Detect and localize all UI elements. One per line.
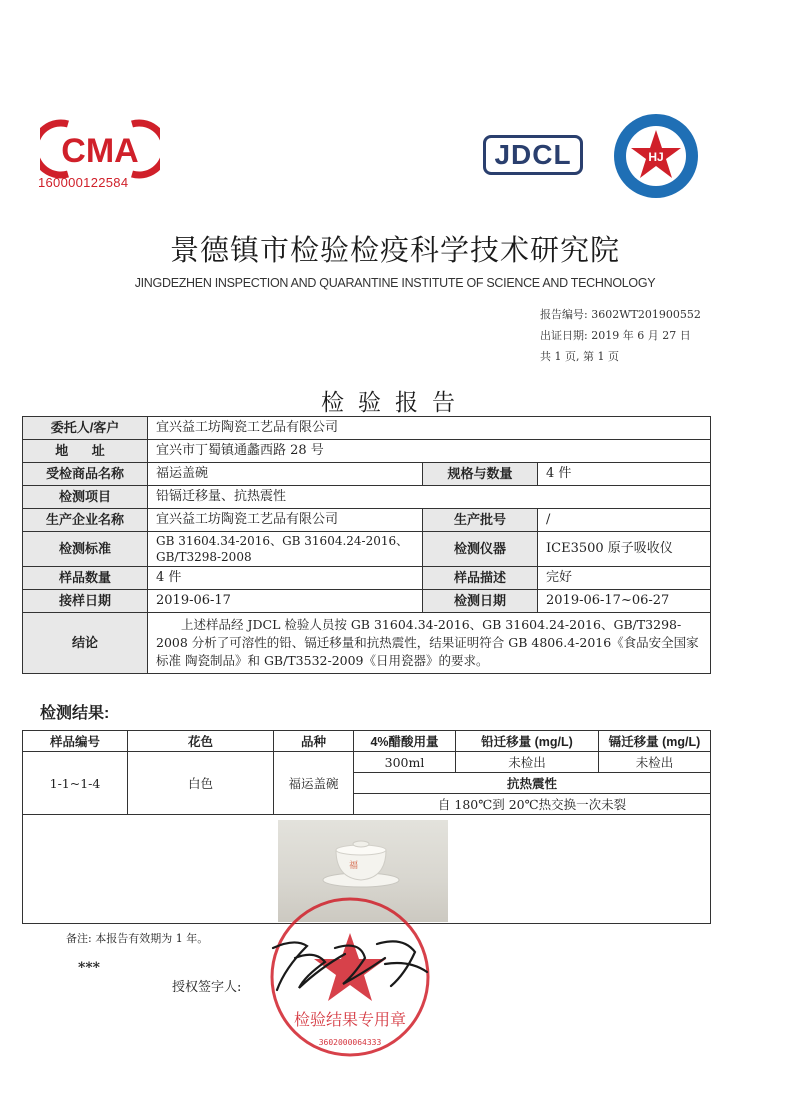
items-label: 检测项目 — [23, 486, 148, 509]
quantity-value: 4 件 — [148, 567, 423, 590]
maker-value: 宜兴益工坊陶瓷工艺品有限公司 — [148, 509, 423, 532]
stamp-text: 检验结果专用章 — [293, 1010, 407, 1029]
report-number-label: 报告编号: — [540, 308, 588, 321]
conclusion-label: 结论 — [23, 613, 148, 674]
issue-date-label: 出证日期: — [540, 329, 588, 342]
report-info-table — [22, 416, 711, 674]
address-label: 地 址 — [23, 440, 148, 463]
svg-text:福: 福 — [349, 861, 359, 871]
spec-label: 规格与数量 — [423, 463, 538, 486]
issue-date: 2019 年 6 月 27 日 — [591, 329, 691, 342]
signer-label: 授权签字人: — [172, 980, 242, 995]
address-value: 宜兴市丁蜀镇通蠡西路 28 号 — [148, 440, 711, 463]
client-value: 宜兴益工坊陶瓷工艺品有限公司 — [148, 417, 711, 440]
handwritten-signature — [265, 928, 435, 998]
stamp-number: 3602000064333 — [318, 1038, 382, 1047]
hj-logo-text: HJ — [648, 150, 664, 164]
cadmium-cell: 未检出 — [599, 752, 711, 773]
instrument-label: 检测仪器 — [423, 532, 538, 567]
items-value: 铅镉迁移量、抗热震性 — [148, 486, 711, 509]
maker-label: 生产企业名称 — [23, 509, 148, 532]
report-number-row — [540, 306, 701, 322]
sample-date-label: 接样日期 — [23, 590, 148, 613]
cma-logo-text: CMA — [61, 132, 139, 170]
test-date-value: 2019-06-17~06-27 — [538, 590, 711, 613]
client-label: 委托人/客户 — [23, 417, 148, 440]
results-section-title: 检测结果: — [40, 705, 110, 722]
thermal-shock-result: 自 180℃到 20℃热交换一次未裂 — [354, 794, 711, 815]
color-cell: 白色 — [128, 752, 274, 815]
standard-value: GB 31604.34-2016、GB 31604.24-2016、GB/T3298-2008 — [148, 532, 423, 567]
acid-cell: 300ml — [354, 752, 456, 773]
stars-mark: *** — [78, 960, 100, 976]
instrument-value: ICE3500 原子吸收仪 — [538, 532, 711, 567]
conclusion-value: 上述样品经 JDCL 检验人员按 GB 31604.34-2016、GB 31604.24-2016、GB/T3298-2008 分析了可溶性的铅、镉迁移量和抗热震性，结果证明符合 GB 4806.4-2016《食品安全国家标准 陶瓷制品》和 GB/T3532-2009《日用瓷器》的要求。 — [148, 613, 711, 674]
product-value: 福运盖碗 — [148, 463, 423, 486]
quantity-label: 样品数量 — [23, 567, 148, 590]
institute-name-en: JINGDEZHEN INSPECTION AND QUARANTINE INSTITUTE OF SCIENCE AND TECHNOLOGY — [134, 276, 656, 290]
lead-cell: 未检出 — [456, 752, 599, 773]
thermal-shock-label: 抗热震性 — [354, 773, 711, 794]
jdcl-logo: JDCL — [483, 135, 583, 175]
standard-label: 检测标准 — [23, 532, 148, 567]
hj-logo — [612, 112, 700, 200]
product-label: 受检商品名称 — [23, 463, 148, 486]
spec-value: 4 件 — [538, 463, 711, 486]
validity-note: 备注: 本报告有效期为 1 年。 — [66, 932, 209, 945]
description-label: 样品描述 — [423, 567, 538, 590]
col-header-sample-no: 样品编号 — [23, 731, 128, 752]
batch-label: 生产批号 — [423, 509, 538, 532]
report-number: 3602WT201900552 — [591, 308, 701, 321]
variety-cell: 福运盖碗 — [274, 752, 354, 815]
report-title: 检验报告 — [321, 390, 469, 416]
col-header-lead: 铅迁移量 (mg/L) — [456, 731, 599, 752]
col-header-acid: 4%醋酸用量 — [354, 731, 456, 752]
col-header-cadmium: 镉迁移量 (mg/L) — [599, 731, 711, 752]
col-header-color: 花色 — [128, 731, 274, 752]
col-header-variety: 品种 — [274, 731, 354, 752]
issue-date-row — [540, 327, 691, 343]
page-info: 共 1 页, 第 1 页 — [540, 350, 619, 363]
cma-number: 160000122584 — [38, 175, 129, 190]
institute-name-cn: 景德镇市检验检疫科学技术研究院 — [169, 233, 620, 267]
batch-value: / — [538, 509, 711, 532]
test-date-label: 检测日期 — [423, 590, 538, 613]
sample-no-cell: 1-1~1-4 — [23, 752, 128, 815]
sample-date-value: 2019-06-17 — [148, 590, 423, 613]
description-value: 完好 — [538, 567, 711, 590]
